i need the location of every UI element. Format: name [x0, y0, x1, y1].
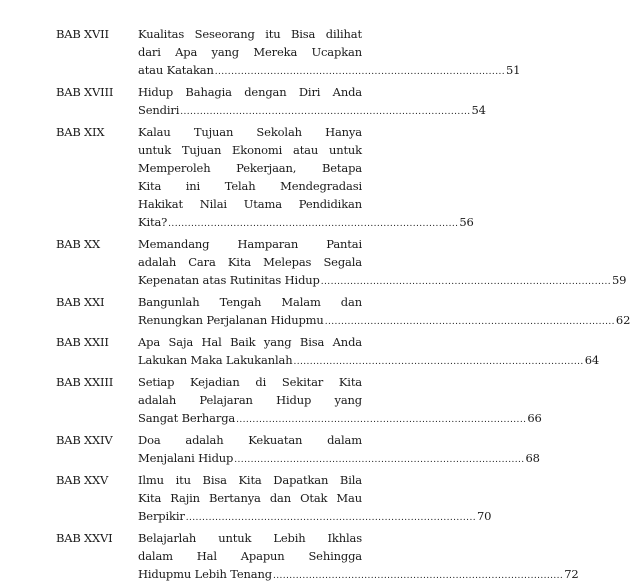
title-line: Memperoleh Pekerjaan, Betapa [138, 161, 362, 175]
title-line: adalah Cara Kita Melepas Segala [138, 255, 362, 269]
title-last-line [138, 213, 474, 233]
title-line: atau Katakan [138, 63, 214, 77]
title-line: Apa Saja Hal Baik yang Bisa Anda [138, 335, 362, 349]
title-line: Setiap Kejadian di Sekitar Kita [138, 375, 362, 389]
page-number: 59 [612, 273, 627, 287]
title-line: Menjalani Hidup [138, 451, 234, 465]
chapter-title [138, 471, 492, 527]
title-line: Kita Rajin Bertanya dan Otak Mau [138, 491, 362, 505]
page-number: 54 [471, 103, 486, 117]
chapter-number: BAB XXIII [56, 375, 114, 389]
page-number: 64 [584, 353, 600, 367]
dot-leader: ......................................................................................... [234, 455, 525, 465]
title-line: untuk Tujuan Ekonomi atau untuk [138, 143, 362, 157]
dot-leader: ......................................................................................... [236, 415, 527, 425]
title-last-line [138, 351, 600, 371]
chapter-title [138, 123, 474, 233]
page-number: 68 [525, 451, 540, 465]
chapter-title [138, 235, 627, 291]
toc-entry[interactable] [56, 83, 486, 121]
title-line: Kita ini Telah Mendegradasi [138, 179, 362, 193]
title-line: Berpikir [138, 509, 185, 523]
page-number: 56 [459, 215, 474, 229]
dot-leader: ......................................................................................... [214, 67, 505, 77]
toc-entry[interactable] [56, 471, 492, 527]
title-last-line [138, 101, 486, 121]
title-line: Doa adalah Kekuatan dalam [138, 433, 362, 447]
title-line: Hakikat Nilai Utama Pendidikan [138, 197, 362, 211]
chapter-number: BAB XXIV [56, 433, 113, 447]
title-last-line [138, 449, 540, 469]
page-number: 66 [527, 411, 542, 425]
title-last-line [138, 409, 542, 429]
chapter-number: BAB XX [56, 237, 101, 251]
dot-leader: ......................................................................................... [168, 219, 459, 229]
chapter-title [138, 333, 600, 371]
title-line: Lakukan Maka Lakukanlah [138, 353, 293, 367]
title-last-line [138, 61, 521, 81]
title-line: Kalau Tujuan Sekolah Hanya [138, 125, 362, 139]
chapter-title [138, 373, 542, 429]
chapter-number: BAB XIX [56, 125, 105, 139]
dot-leader: ......................................................................................... [324, 317, 615, 327]
chapter-title [138, 25, 521, 81]
toc-entry[interactable] [56, 25, 521, 81]
chapter-number: BAB XXVI [56, 531, 113, 545]
chapter-number: BAB XXI [56, 295, 105, 309]
page-number: 72 [564, 567, 579, 581]
chapter-title [138, 83, 486, 121]
title-line: Kualitas Seseorang itu Bisa dilihat [138, 27, 362, 41]
toc-entry[interactable] [56, 431, 540, 469]
title-line: dari Apa yang Mereka Ucapkan [138, 45, 362, 59]
title-line: Sangat Berharga [138, 411, 236, 425]
chapter-number: BAB XVIII [56, 85, 114, 99]
title-line: Kepenatan atas Rutinitas Hidup [138, 273, 320, 287]
title-last-line [138, 311, 630, 331]
dot-leader: ......................................................................................... [320, 277, 611, 287]
page-number: 62 [615, 313, 630, 327]
toc-entry[interactable] [56, 373, 542, 429]
title-line: dalam Hal Apapun Sehingga [138, 549, 362, 563]
title-line: Renungkan Perjalanan Hidupmu [138, 313, 324, 327]
toc-entry[interactable] [56, 235, 627, 291]
title-line: Ilmu itu Bisa Kita Dapatkan Bila [138, 473, 362, 487]
chapter-title [138, 529, 579, 585]
chapter-title [138, 293, 630, 331]
title-line: Kita? [138, 215, 168, 229]
toc-entry[interactable] [56, 333, 600, 371]
chapter-title [138, 431, 540, 469]
title-line: Hidupmu Lebih Tenang [138, 567, 272, 581]
chapter-number: BAB XVII [56, 27, 109, 41]
title-last-line [138, 565, 579, 585]
page-number: 70 [476, 509, 492, 523]
dot-leader: ......................................................................................... [293, 357, 584, 367]
toc-entry[interactable] [56, 293, 630, 331]
title-last-line [138, 271, 627, 291]
title-line: adalah Pelajaran Hidup yang [138, 393, 362, 407]
page-number: 51 [505, 63, 521, 77]
title-line: Hidup Bahagia dengan Diri Anda [138, 85, 362, 99]
toc-entry[interactable] [56, 123, 474, 233]
table-of-contents [56, 25, 630, 587]
toc-entry[interactable] [56, 529, 579, 585]
title-line: Sendiri [138, 103, 180, 117]
title-last-line [138, 507, 492, 527]
title-line: Bangunlah Tengah Malam dan [138, 295, 362, 309]
dot-leader: ......................................................................................... [185, 513, 476, 523]
title-line: Belajarlah untuk Lebih Ikhlas [138, 531, 362, 545]
title-line: Memandang Hamparan Pantai [138, 237, 362, 251]
chapter-number: BAB XXII [56, 335, 109, 349]
chapter-number: BAB XXV [56, 473, 109, 487]
dot-leader: ......................................................................................... [272, 571, 564, 581]
dot-leader: ......................................................................................... [180, 107, 471, 117]
